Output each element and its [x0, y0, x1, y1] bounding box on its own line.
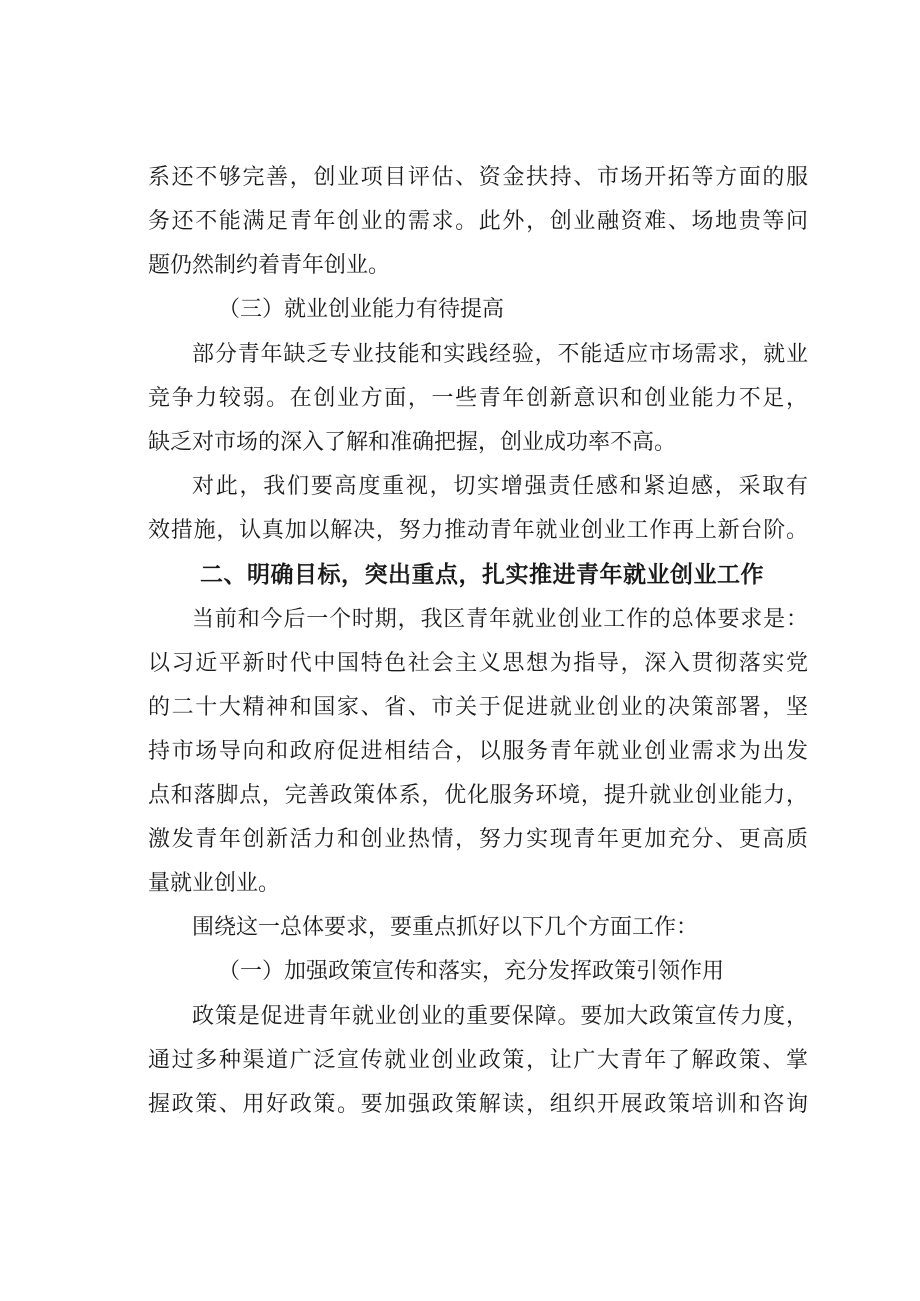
body-line: 效措施，认真加以解决，努力推动青年就业创业工作再上新台阶。: [148, 518, 808, 543]
subsection-heading: （三）就业创业能力有待提高: [218, 297, 505, 322]
body-line: 的二十大精神和国家、省、市关于促进就业创业的决策部署，坚: [148, 695, 808, 720]
body-line: 对此，我们要高度重视，切实增强责任感和紧迫感，采取有: [192, 474, 808, 499]
subsection-heading: （一）加强政策宣传和落实，充分发挥政策引领作用: [218, 959, 725, 984]
body-line: 围绕这一总体要求，要重点抓好以下几个方面工作：: [192, 915, 699, 940]
section-heading: 二、明确目标，突出重点，扎实推进青年就业创业工作: [200, 562, 764, 588]
body-line: 持市场导向和政府促进相结合，以服务青年就业创业需求为出发: [148, 739, 808, 764]
body-line: 缺乏对市场的深入了解和准确把握，创业成功率不高。: [148, 430, 677, 455]
body-line: 系还不够完善，创业项目评估、资金扶持、市场开拓等方面的服: [148, 165, 808, 190]
body-line: 握政策、用好政策。要加强政策解读，组织开展政策培训和咨询: [148, 1092, 808, 1117]
body-line: 以习近平新时代中国特色社会主义思想为指导，深入贯彻落实党: [148, 651, 808, 676]
body-line: 点和落脚点，完善政策体系，优化服务环境，提升就业创业能力，: [148, 783, 808, 808]
body-line: 政策是促进青年就业创业的重要保障。要加大政策宣传力度，: [192, 1004, 808, 1029]
body-line: 部分青年缺乏专业技能和实践经验，不能适应市场需求，就业: [192, 342, 808, 367]
body-line: 当前和今后一个时期，我区青年就业创业工作的总体要求是：: [192, 607, 808, 632]
body-line: 量就业创业。: [148, 871, 281, 896]
body-line: 激发青年创新活力和创业热情，努力实现青年更加充分、更高质: [148, 827, 808, 852]
body-line: 题仍然制约着青年创业。: [148, 253, 391, 278]
body-line: 竞争力较弱。在创业方面，一些青年创新意识和创业能力不足，: [148, 386, 808, 411]
body-line: 务还不能满足青年创业的需求。此外，创业融资难、场地贵等问: [148, 209, 808, 234]
body-line: 通过多种渠道广泛宣传就业创业政策，让广大青年了解政策、掌: [148, 1048, 808, 1073]
